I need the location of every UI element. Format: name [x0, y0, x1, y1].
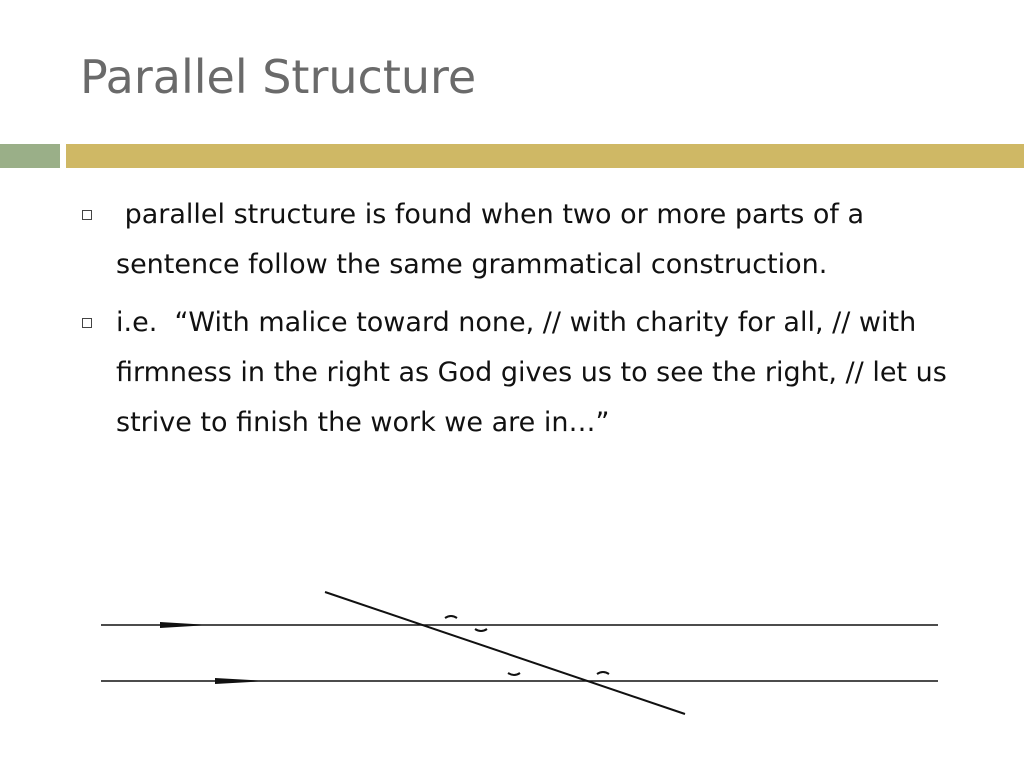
- accent-bar-right: [66, 144, 1024, 168]
- square-bullet-icon: [82, 318, 92, 328]
- arrow-marker-bottom-icon: [215, 678, 267, 684]
- square-bullet-icon: [82, 210, 92, 220]
- parallel-lines-diagram: [95, 585, 945, 720]
- bullet-definition: [80, 190, 960, 290]
- angle-mark-icon: [475, 629, 487, 631]
- bullet-example: [80, 298, 960, 448]
- arrow-marker-top-icon: [160, 622, 210, 628]
- angle-mark-icon: [508, 673, 520, 675]
- angle-mark-icon: [445, 616, 457, 618]
- accent-bar-left: [0, 144, 60, 168]
- bullet-text: parallel structure is found when two or more parts of a sentence follow the same grammatical construction.: [116, 199, 865, 280]
- bullet-list: [80, 190, 960, 456]
- slide-title: Parallel Structure: [80, 50, 477, 104]
- angle-mark-icon: [597, 672, 609, 674]
- transversal-line: [325, 592, 685, 714]
- bullet-text: i.e. “With malice toward none, // with charity for all, // with firmness in the right as God gives us to see the right, // let us strive to finish the work we are in…”: [116, 307, 947, 438]
